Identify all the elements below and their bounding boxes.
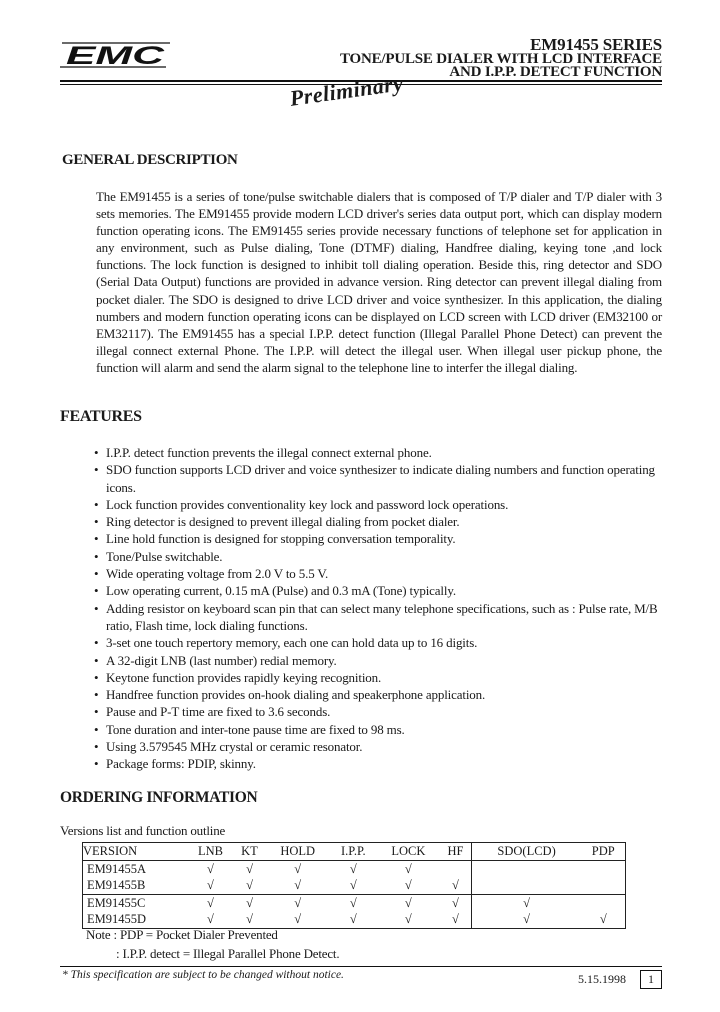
check-cell: √ <box>440 911 471 928</box>
check-cell: √ <box>471 894 581 911</box>
header-version: VERSION <box>83 843 188 861</box>
check-cell: √ <box>265 894 330 911</box>
check-cell: √ <box>376 894 440 911</box>
footer-rule <box>60 966 662 967</box>
feature-item: • Lock function provides conventionality key lock and password lock operations. <box>94 496 664 513</box>
check-cell: √ <box>376 911 440 928</box>
ordering-information-title: ORDERING INFORMATION <box>60 789 258 806</box>
check-cell <box>471 860 581 877</box>
feature-item: • Low operating current, 0.15 mA (Pulse) and 0.3 mA (Tone) typically. <box>94 582 664 599</box>
check-cell: √ <box>582 911 626 928</box>
check-cell: √ <box>330 894 376 911</box>
check-cell <box>471 877 581 894</box>
check-cell: √ <box>294 878 302 893</box>
features-title: FEATURES <box>60 408 142 425</box>
check-cell: √ <box>440 877 471 894</box>
series-title: EM91455 SERIES <box>530 35 662 54</box>
table-row <box>83 877 626 894</box>
feature-item: • Keytone function provides rapidly keying recognition. <box>94 669 664 686</box>
feature-item: • Line hold function is designed for stopping conversation temporality. <box>94 530 664 547</box>
check-cell: √ <box>187 911 234 928</box>
check-cell: √ <box>330 911 376 928</box>
check-cell: √ <box>265 911 330 928</box>
version-cell: EM91455B <box>83 877 188 894</box>
header-sdo-lcd: SDO(LCD) <box>471 843 581 861</box>
feature-item: • Adding resistor on keyboard scan pin that can select many telephone specifications, such as : Pulse rate, M/B ratio, Flash time, lock dialing functions. <box>94 600 664 635</box>
version-cell: EM91455A <box>83 860 188 877</box>
page-number: 1 <box>640 970 662 989</box>
check-cell: √ <box>349 878 357 893</box>
feature-item: • Ring detector is designed to prevent illegal dialing from pocket dialer. <box>94 513 664 530</box>
check-cell: √ <box>404 878 412 893</box>
feature-item: • Wide operating voltage from 2.0 V to 5.5 V. <box>94 565 664 582</box>
footer-date: 5.15.1998 <box>578 972 626 986</box>
header-pdp: PDP <box>582 843 626 861</box>
check-cell <box>582 894 626 911</box>
note-pdp: Note : PDP = Pocket Dialer Prevented <box>86 927 278 942</box>
feature-item: • 3-set one touch repertory memory, each one can hold data up to 16 digits. <box>94 634 664 651</box>
footer-disclaimer: * This specification are subject to be changed without notice. <box>62 969 344 981</box>
feature-item: • Using 3.579545 MHz crystal or ceramic resonator. <box>94 738 664 755</box>
feature-item: • A 32-digit LNB (last number) redial memory. <box>94 652 664 669</box>
check-cell: √ <box>207 861 214 876</box>
feature-item: • SDO function supports LCD driver and voice synthesizer to indicate dialing numbers and function operating icons. <box>94 461 664 496</box>
check-cell <box>582 877 626 894</box>
versions-caption: Versions list and function outline <box>60 823 226 838</box>
table-row <box>83 860 626 877</box>
check-cell: √ <box>234 894 265 911</box>
check-cell: √ <box>246 861 253 876</box>
subtitle-line-1: TONE/PULSE DIALER WITH LCD INTERFACE <box>339 51 662 67</box>
features-list <box>94 444 664 773</box>
header-lock: LOCK <box>376 843 440 861</box>
check-cell <box>440 860 471 877</box>
version-cell: EM91455D <box>83 911 188 928</box>
logo-text: EMC <box>66 42 166 70</box>
header-kt: KT <box>234 843 265 861</box>
check-cell: √ <box>234 911 265 928</box>
feature-item: • Pause and P-T time are fixed to 3.6 seconds. <box>94 703 664 720</box>
version-cell: EM91455C <box>83 894 188 911</box>
check-cell: √ <box>294 861 302 876</box>
emc-logo <box>60 40 172 70</box>
header-hf: HF <box>440 843 471 861</box>
table-row <box>83 894 626 911</box>
check-cell: √ <box>471 911 581 928</box>
check-cell: √ <box>349 861 357 876</box>
general-description-title: GENERAL DESCRIPTION <box>62 152 238 168</box>
check-cell: √ <box>440 894 471 911</box>
subtitle-line-2: AND I.P.P. DETECT FUNCTION <box>449 64 662 80</box>
table-header-row <box>83 843 626 861</box>
check-cell: √ <box>207 878 214 893</box>
versions-table <box>82 842 626 929</box>
feature-item: • Package forms: PDIP, skinny. <box>94 755 664 772</box>
feature-item: • I.P.P. detect function prevents the illegal connect external phone. <box>94 444 664 461</box>
check-cell: √ <box>246 878 253 893</box>
header-lnb: LNB <box>187 843 234 861</box>
table-row <box>83 911 626 928</box>
preliminary-stamp: Preliminary <box>288 70 405 111</box>
check-cell <box>582 860 626 877</box>
note-ipp: : I.P.P. detect = Illegal Parallel Phone Detect. <box>116 946 340 961</box>
general-description-body: The EM91455 is a series of tone/pulse switchable dialers that is composed of T/P dialer and T/P dialer with 3 sets memories. The EM91455 provide modern LCD driver's series data output port, which can display modern function operating icons. The EM91455 series provide necessary functions of telephone set for application in any environment, such as Pulse dialing, Tone (DTMF) dialing, Handfree dialing, keying tone ,and lock functions. The lock function is designed to inhibit toll dialing operation. Beside this, ring detector and SDO (Serial Data Output) functions are provided in advance version. Ring detector can prevent illegal dialing from pocket dialer. The SDO is designed to drive LCD driver and voice synthesizer. In this application, the dialing numbers and modern function operating icons can be displayed on LCD screen with LCD driver (EM32100 or EM32117). The EM91455 has a special I.P.P. detect function (Illegal Parallel Phone Detect) can prevent the illegal connect external Phone. The I.P.P. will detect the illegal user. When illegal user pickup phone, the function will alarm and send the alarm signal to the telephone line to interfer the illegal dialing. <box>96 189 662 375</box>
check-cell: √ <box>404 861 412 876</box>
feature-item: • Tone/Pulse switchable. <box>94 548 664 565</box>
header-ipp: I.P.P. <box>330 843 376 861</box>
check-cell: √ <box>187 894 234 911</box>
feature-item: • Tone duration and inter-tone pause time are fixed to 98 ms. <box>94 721 664 738</box>
feature-item: • Handfree function provides on-hook dialing and speakerphone application. <box>94 686 664 703</box>
header-hold: HOLD <box>265 843 330 861</box>
